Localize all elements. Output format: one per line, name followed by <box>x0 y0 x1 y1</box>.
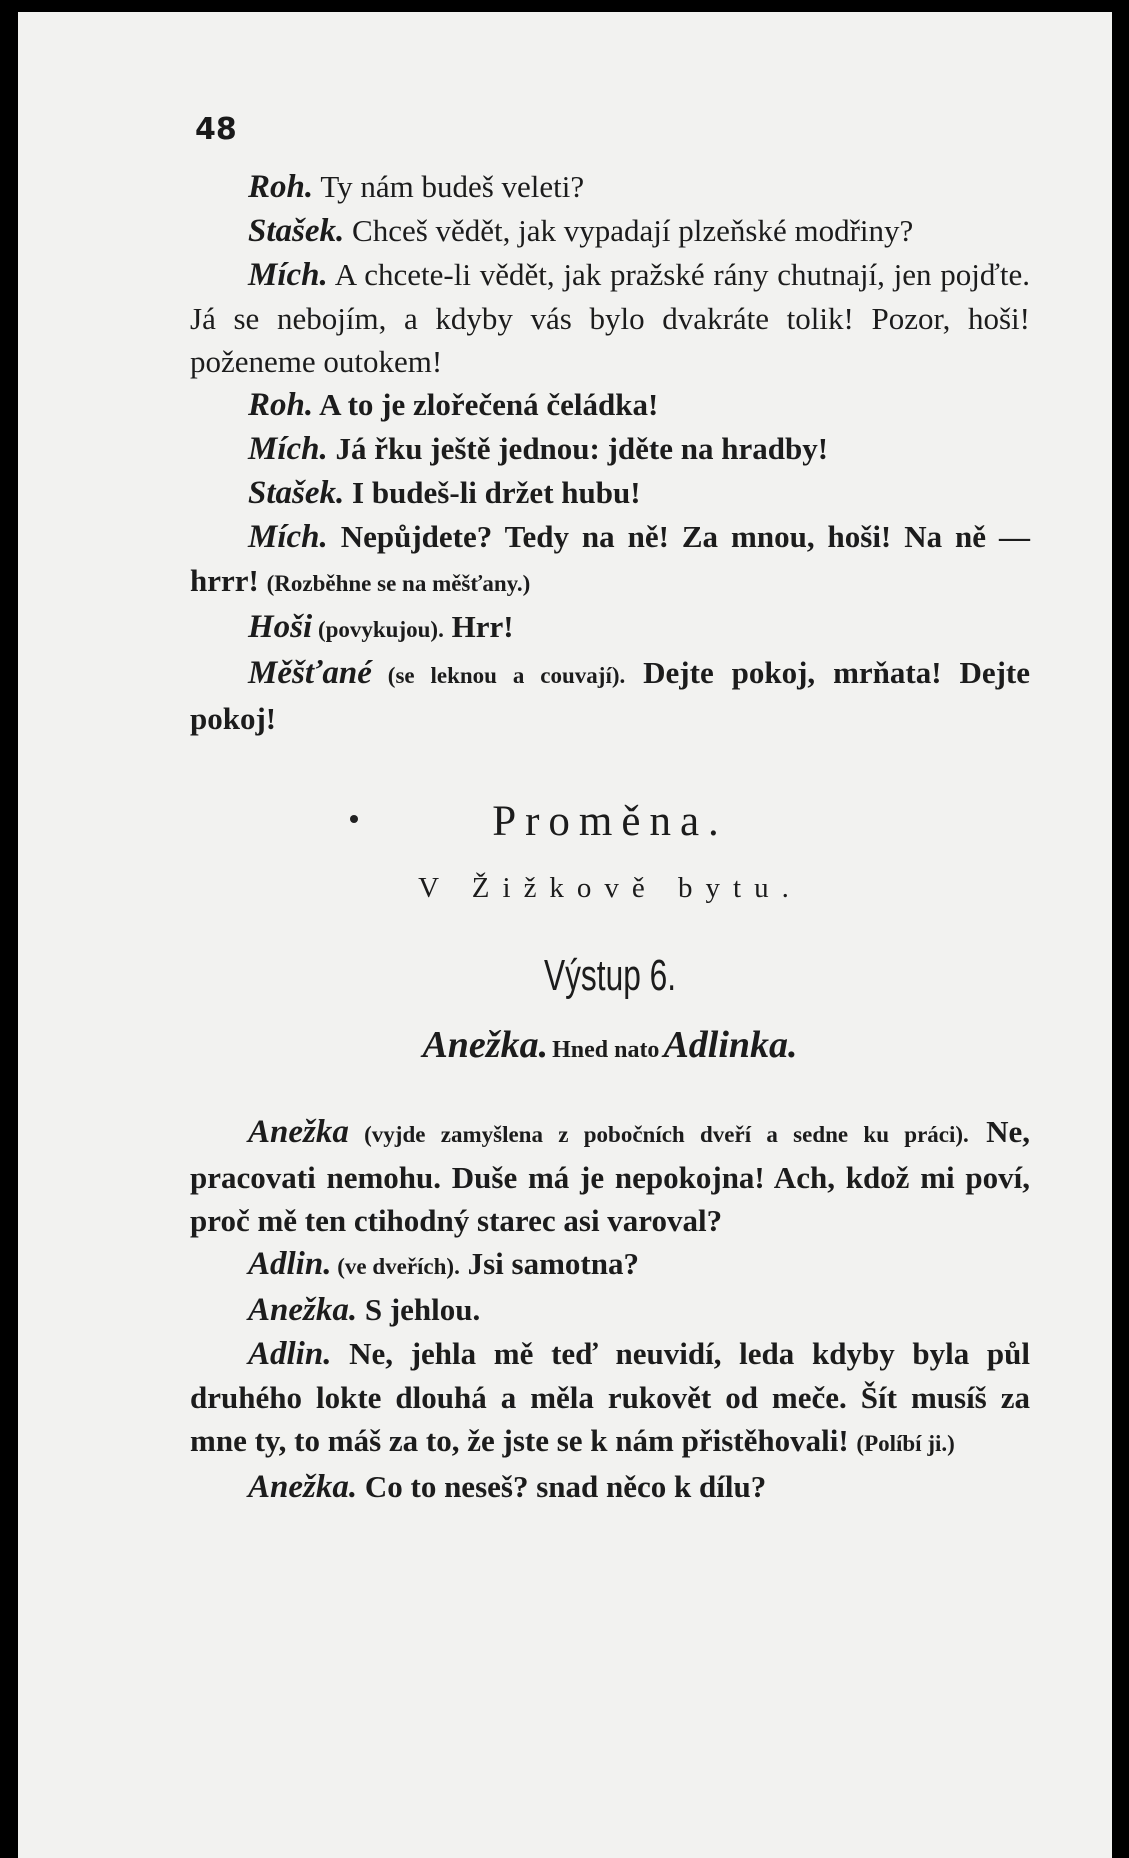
speech: S jehlou. <box>357 1292 481 1327</box>
scene-change-heading: Proměna. <box>492 798 728 845</box>
speech: Jsi samotna? <box>459 1246 639 1281</box>
text-block <box>190 165 1030 1509</box>
dialogue-line <box>190 1110 1030 1242</box>
dialogue-line <box>190 253 1030 383</box>
page-number: 48 <box>195 112 237 147</box>
speech: Ty nám budeš veleti? <box>313 169 585 204</box>
dialogue-line <box>190 515 1030 605</box>
stage-direction: (ve dveřích). <box>331 1254 460 1279</box>
speaker: Roh. <box>248 169 314 205</box>
speaker: Měšťané <box>248 655 372 691</box>
stage-direction: (Rozběhne se na měšťany.) <box>266 571 531 596</box>
speech: Hrr! <box>443 609 514 644</box>
dialogue-line <box>190 1288 1030 1332</box>
speech: Nepůjdete? Tedy na ně! Za mnou, hoši! Na ně — hrrr! <box>190 519 1030 598</box>
dialogue-line <box>190 1465 1030 1509</box>
speaker: Adlin. <box>248 1246 332 1282</box>
speech: Chceš vědět, jak vypadají plzeňské modřiny? <box>344 213 914 248</box>
scene-title: Výstup 6. <box>543 951 677 1000</box>
stage-direction: (Políbí ji.) <box>856 1431 955 1456</box>
speaker: Anežka <box>248 1114 349 1150</box>
dialogue-line <box>190 1332 1030 1465</box>
dialogue-line <box>190 209 1030 253</box>
speaker: Hoši <box>248 609 313 645</box>
speech: Já řku ještě jednou: jděte na hradby! <box>327 431 829 466</box>
speech: A to je zlořečená čeládka! <box>313 387 659 422</box>
dialogue-line <box>190 605 1030 651</box>
speaker: Adlin. <box>248 1336 332 1372</box>
dialogue-line <box>190 651 1030 740</box>
dialogue-line <box>190 427 1030 471</box>
cast-first: Anežka. <box>422 1024 549 1066</box>
stage-direction: (se leknou a couvají). <box>371 663 626 688</box>
dialogue-line <box>190 165 1030 209</box>
dialogue-line <box>190 1242 1030 1288</box>
location-heading: V Žižkově bytu. <box>418 872 802 904</box>
speaker: Stašek. <box>248 475 345 511</box>
speaker: Mích. <box>248 431 328 467</box>
speech: Dejte pokoj, mrňata! Dejte pokoj! <box>190 655 1030 736</box>
cast-middle: Hned nato <box>552 1037 660 1063</box>
ink-speck <box>350 815 358 823</box>
dialogue-line <box>190 383 1030 427</box>
stage-direction: (vyjde zamyšlena z pobočních dveří a sedne ku práci). <box>348 1122 969 1147</box>
speech: A chcete-li vědět, jak pražské rány chutnají, jen pojďte. Já se nebojím, a kdyby vás bylo dvakráte tolik! Pozor, hoši! poženeme outokem! <box>190 257 1030 379</box>
dialogue-line <box>190 471 1030 515</box>
speech: Ne, jehla mě teď neuvidí, leda kdyby byla půl druhého lokte dlouhá a měla rukovět od meče. Šít musíš za mne ty, to máš za to, že jste se k nám přistěhovali! <box>190 1336 1030 1458</box>
speech: I budeš-li držet hubu! <box>344 475 641 510</box>
cast-list <box>190 1018 1030 1080</box>
speech: Ne, pracovati nemohu. Duše má je nepokojna! Ach, kdož mi poví, proč mě ten ctihodný starec asi varoval? <box>190 1114 1030 1238</box>
speaker: Anežka. <box>248 1469 358 1505</box>
speaker: Mích. <box>248 519 328 555</box>
cast-last: Adlinka. <box>663 1024 798 1066</box>
speaker: Stašek. <box>248 213 345 249</box>
speaker: Mích. <box>248 257 328 293</box>
stage-direction: (povykujou). <box>312 617 444 642</box>
speaker: Anežka. <box>248 1292 358 1328</box>
speech: Co to neseš? snad něco k dílu? <box>357 1469 767 1504</box>
speaker: Roh. <box>248 387 314 423</box>
